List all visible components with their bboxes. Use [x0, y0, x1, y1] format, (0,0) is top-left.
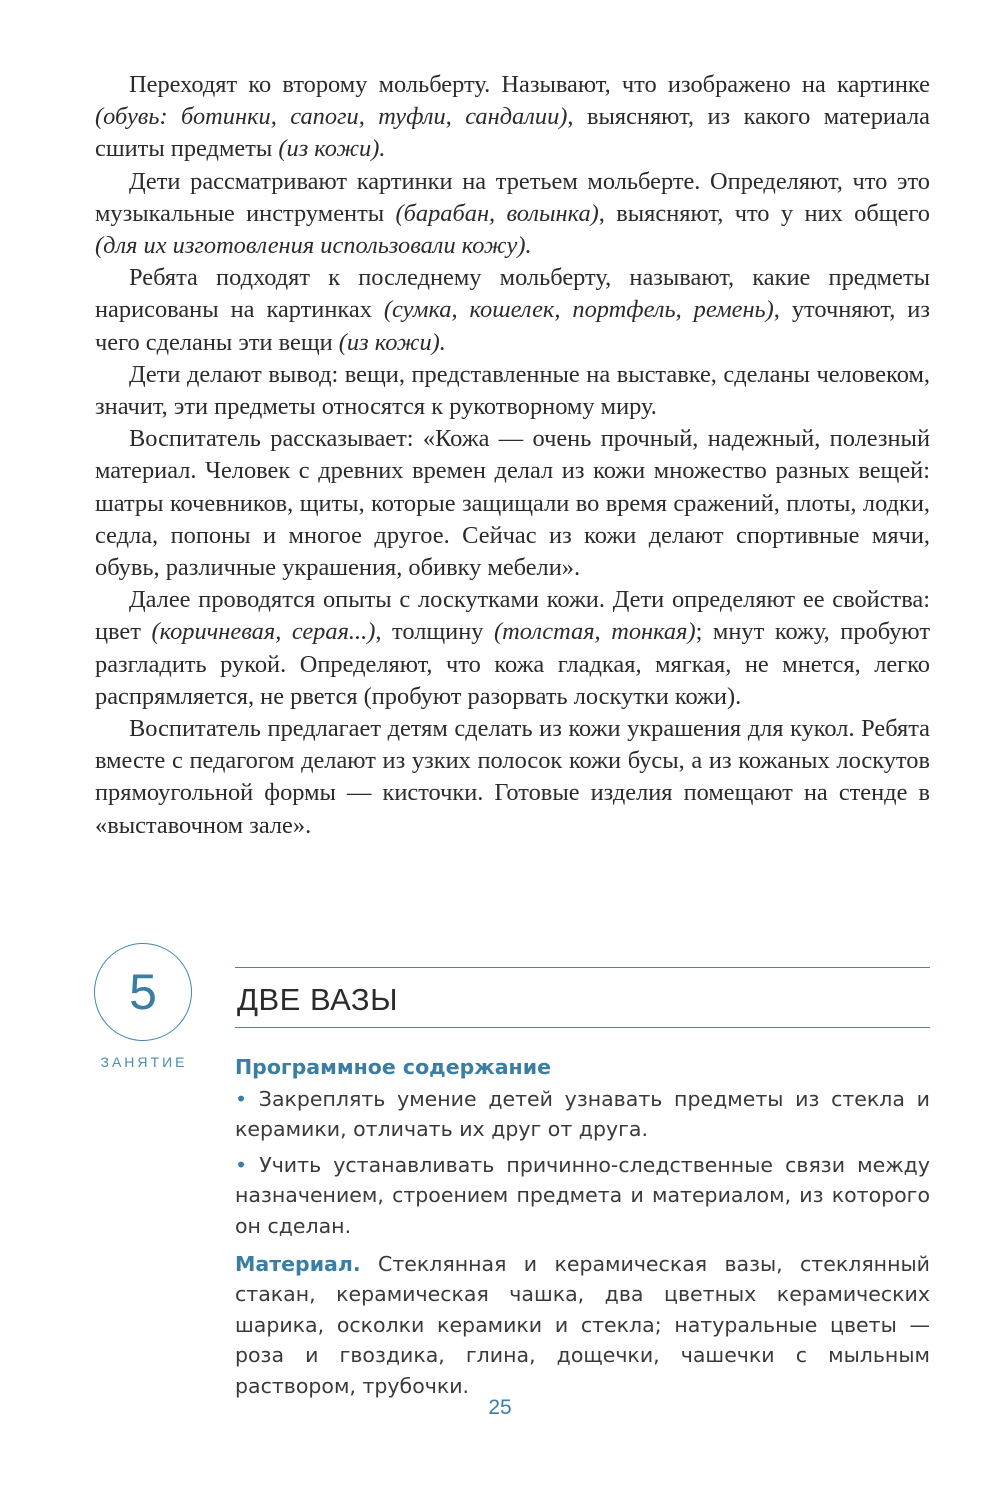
program-section	[235, 1052, 930, 1402]
program-heading: Программное содержание	[235, 1055, 551, 1079]
bullet-icon: •	[235, 1086, 248, 1111]
paragraph: Воспитатель предлагает детям сделать из кожи украшения для кукол. Ребята вместе с педагогом делают из узких полосок кожи бусы, а из кожаных лоскутов прямоугольной формы — кисточки. Готовые изделия помещают на стенде в «выставочном зале».	[95, 715, 930, 839]
paragraph: Ребята подходят к последнему мольберту, называют, какие предметы нарисованы на картинках (сумка, кошелек, портфель, ремень), уточняют, из чего сделаны эти вещи (из кожи).	[95, 264, 930, 356]
page-number: 25	[488, 1396, 512, 1419]
bullet-item: • Закреплять умение детей узнавать предметы из стекла и керамики, отличать их друг от друга.	[235, 1086, 930, 1142]
bullet-item: • Учить устанавливать причинно-следственные связи между назначением, строением предмета и материалом, из которого он сделан.	[235, 1152, 930, 1238]
paragraph: Воспитатель рассказывает: «Кожа — очень прочный, надежный, полезный материал. Человек с древних времен делал из кожи множество разных вещей: шатры кочевников, щиты, которые защищали во время сражений, плоты, лодки, седла, попоны и многое другое. Сейчас из кожи делают спортивные мячи, обувь, различные украшения, обивку мебели».	[95, 425, 930, 582]
material-label: Материал.	[235, 1251, 361, 1276]
bullet-icon: •	[235, 1152, 248, 1177]
paragraph: Дети рассматривают картинки на третьем мольберте. Определяют, что это музыкальные инструменты (барабан, волынка), выясняют, что у них общего (для их изготовления использовали кожу).	[95, 167, 930, 260]
lesson-number: 5	[129, 964, 157, 1020]
paragraph: Дети делают вывод: вещи, представленные на выставке, сделаны человеком, значит, эти предметы относятся к рукотворному миру.	[95, 360, 930, 421]
material-text: Стеклянная и керамическая вазы, стеклянный стакан, керамическая чашка, два цветных керамических шарика, осколки керамики и стекла; натуральные цветы — роза и гвоздика, глина, дощечки, чашечки с мыльным раствором, трубочки.	[235, 1251, 930, 1398]
paragraph: Переходят ко второму мольберту. Называют, что изображено на картинке (обувь: ботинки, сапоги, туфли, сандалии), выясняют, из какого материала сшиты предметы (из кожи).	[95, 71, 931, 163]
lesson-label: ЗАНЯТИЕ	[100, 1054, 188, 1070]
title-rule-top	[235, 967, 930, 968]
material-paragraph	[235, 1249, 930, 1402]
lesson-title: ДВЕ ВАЗЫ	[237, 982, 399, 1017]
lesson-number-badge	[94, 943, 192, 1041]
paragraph: Далее проводятся опыты с лоскутками кожи. Дети определяют ее свойства: цвет (коричневая, серая...), толщину (толстая, тонкая); мнут кожу, пробуют разгладить рукой. Определяют, что кожа гладкая, мягкая, не мнется, легко распрямляется, не рвется (пробуют разорвать лоскутки кожи).	[95, 586, 930, 710]
title-rule-bottom	[235, 1027, 930, 1028]
body-text	[95, 69, 930, 842]
